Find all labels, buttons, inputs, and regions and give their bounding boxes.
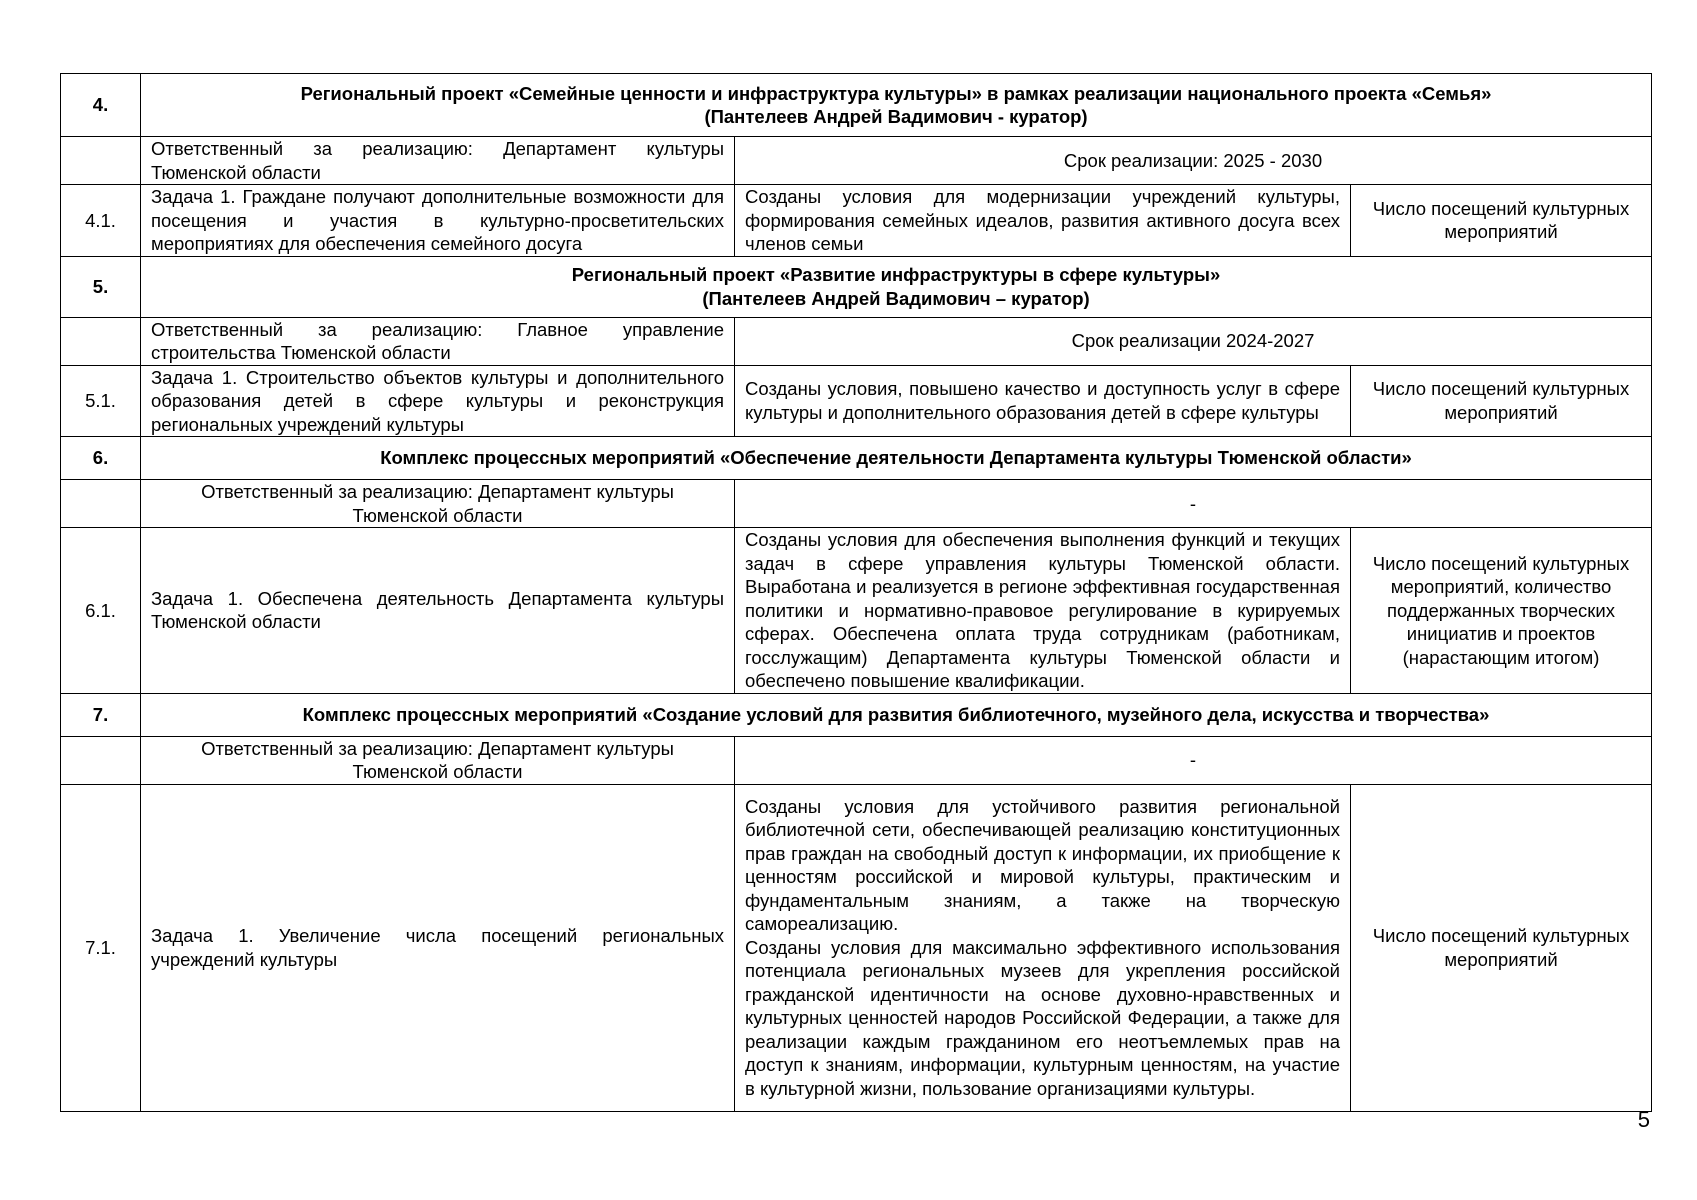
section-number: 6. xyxy=(61,437,141,480)
responsible-row xyxy=(61,480,1652,528)
section-heading xyxy=(141,437,1652,480)
section-header-row xyxy=(61,437,1652,480)
task-result: Созданы условия для обеспечения выполнения функций и текущих задач в сфере управления культуры Тюменской области. Выработана и реализуется в регионе эффективная государственная политики и нормативно-правовое регулирование в курируемых сферах. Обеспечена оплата труда сотрудникам (работникам, госслужащим) Департамента культуры Тюменской области и обеспечено повышение квалификации. xyxy=(735,528,1351,694)
term-cell: Срок реализации: 2025 - 2030 xyxy=(735,137,1652,185)
term-cell: - xyxy=(735,480,1652,528)
task-text: Задача 1. Строительство объектов культуры и дополнительного образования детей в сфере культуры и реконструкция региональных учреждений культуры xyxy=(141,365,735,437)
task-row xyxy=(61,365,1652,437)
task-number: 4.1. xyxy=(61,185,141,257)
task-text: Задача 1. Обеспечена деятельность Департамента культуры Тюменской области xyxy=(141,528,735,694)
task-text: Задача 1. Увеличение числа посещений региональных учреждений культуры xyxy=(141,784,735,1111)
responsible-cell: Ответственный за реализацию: Главное управление строительства Тюменской области xyxy=(141,317,735,365)
task-result: Созданы условия, повышено качество и доступность услуг в сфере культуры и дополнительного образования детей в сфере культуры xyxy=(735,365,1351,437)
responsible-cell: Ответственный за реализацию: Департамент культуры Тюменской области xyxy=(141,480,735,528)
task-row xyxy=(61,185,1652,257)
responsible-row xyxy=(61,137,1652,185)
task-result: Созданы условия для модернизации учреждений культуры, формирования семейных идеалов, развития активного досуга всех членов семьи xyxy=(735,185,1351,257)
section-header-row xyxy=(61,256,1652,317)
section-heading xyxy=(141,256,1652,317)
empty-cell xyxy=(61,736,141,784)
section-header-row xyxy=(61,74,1652,137)
task-result xyxy=(735,784,1351,1111)
task-indicator: Число посещений культурных мероприятий xyxy=(1351,784,1652,1111)
section-heading-line: Комплекс процессных мероприятий «Создание условий для развития библиотечного, музейного дела, искусства и творчества» xyxy=(302,703,1490,725)
section-heading-curator: (Пантелеев Андрей Вадимович – куратор) xyxy=(702,287,1090,309)
task-indicator: Число посещений культурных мероприятий xyxy=(1351,365,1652,437)
task-indicator: Число посещений культурных мероприятий xyxy=(1351,185,1652,257)
task-number: 7.1. xyxy=(61,784,141,1111)
responsible-cell: Ответственный за реализацию: Департамент культуры Тюменской области xyxy=(141,137,735,185)
empty-cell xyxy=(61,480,141,528)
responsible-row xyxy=(61,736,1652,784)
task-row xyxy=(61,528,1652,694)
task-number: 5.1. xyxy=(61,365,141,437)
program-structure-table xyxy=(60,73,1652,1112)
task-indicator: Число посещений культурных мероприятий, количество поддержанных творческих инициатив и проектов (нарастающим итогом) xyxy=(1351,528,1652,694)
task-row xyxy=(61,784,1652,1111)
section-number: 5. xyxy=(61,256,141,317)
section-heading xyxy=(141,693,1652,736)
section-header-row xyxy=(61,693,1652,736)
empty-cell xyxy=(61,137,141,185)
section-heading xyxy=(141,74,1652,137)
page-number: 5 xyxy=(1637,1107,1650,1132)
task-number: 6.1. xyxy=(61,528,141,694)
responsible-row xyxy=(61,317,1652,365)
term-cell: Срок реализации 2024-2027 xyxy=(735,317,1652,365)
responsible-cell: Ответственный за реализацию: Департамент культуры Тюменской области xyxy=(141,736,735,784)
section-heading-line: Комплекс процессных мероприятий «Обеспечение деятельности Департамента культуры Тюменской области» xyxy=(380,447,1412,469)
section-number: 4. xyxy=(61,74,141,137)
task-result-paragraph: Созданы условия для максимально эффективного использования потенциала региональных музеев для укрепления российской гражданской идентичности на основе духовно-нравственных и культурных ценностей народов Российской Федерации, а также для реализации каждым гражданином его неотъемлемых прав на доступ к знаниям, информации, культурным ценностям, на участие в культурной жизни, пользование организациями культуры. xyxy=(745,936,1340,1099)
term-cell: - xyxy=(735,736,1652,784)
task-text: Задача 1. Граждане получают дополнительные возможности для посещения и участия в культурно-просветительских мероприятиях для обеспечения семейного досуга xyxy=(141,185,735,257)
section-number: 7. xyxy=(61,693,141,736)
section-heading-line: Региональный проект «Семейные ценности и инфраструктура культуры» в рамках реализации национального проекта «Семья» xyxy=(300,82,1492,104)
task-result-paragraph: Созданы условия для устойчивого развития региональной библиотечной сети, обеспечивающей реализацию конституционных прав граждан на свободный доступ к информации, их приобщение к ценностям российской и мировой культуры, практическим и фундаментальным знаниям, а также на творческую самореализацию. xyxy=(745,795,1340,935)
section-heading-line: Региональный проект «Развитие инфраструктуры в сфере культуры» xyxy=(571,264,1221,285)
empty-cell xyxy=(61,317,141,365)
section-heading-curator: (Пантелеев Андрей Вадимович - куратор) xyxy=(704,106,1088,127)
